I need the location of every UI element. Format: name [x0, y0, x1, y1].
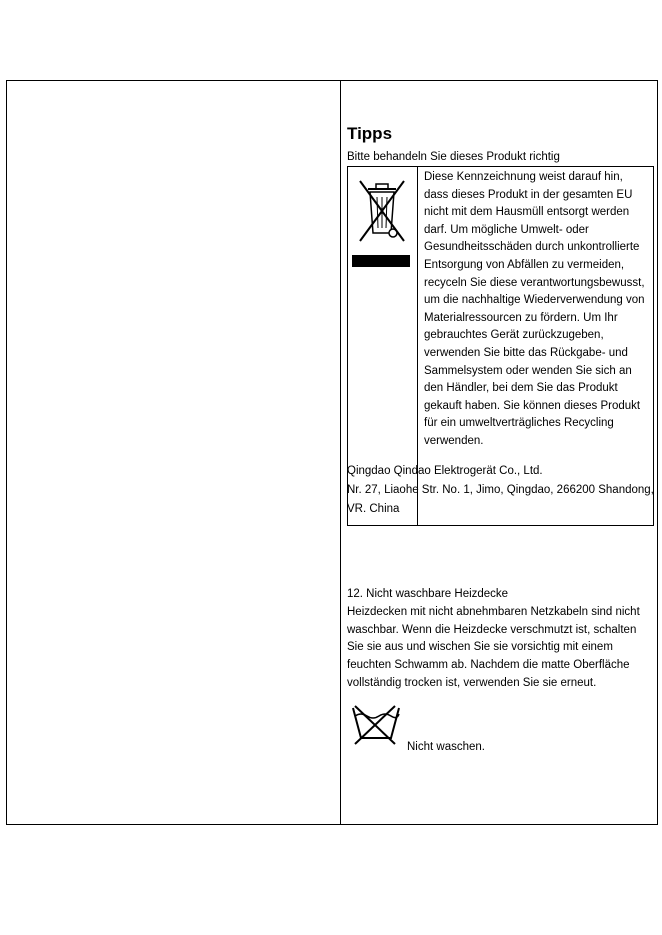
text-line: um die nachhaltige Wiederverwendung von	[424, 294, 645, 307]
text-line: Sie sie aus und wischen Sie sie vorsichtig mit einem	[347, 641, 613, 654]
text-line: verwenden Sie bitte das Rückgabe- und	[424, 346, 628, 359]
company-name: Qingdao Qindao Elektrogerät Co., Ltd.	[347, 465, 543, 477]
text-line: Entsorgung von Abfällen zu vermeiden,	[424, 258, 625, 271]
section-12	[347, 586, 657, 693]
text-line: Materialressourcen zu fördern. Um Ihr	[424, 311, 618, 324]
crossed-out-wheelie-bin-icon	[354, 175, 410, 247]
do-not-wash-label: Nicht waschen.	[407, 741, 485, 753]
text-line: waschbar. Wenn die Heizdecke verschmutzt ist, schalten	[347, 623, 637, 636]
page-subtitle: Bitte behandeln Sie dieses Produkt richtig	[347, 151, 560, 163]
do-not-wash-icon	[349, 702, 403, 746]
text-line: den Händler, bei dem Sie das Produkt	[424, 382, 618, 395]
section-heading: 12. Nicht waschbare Heizdecke	[347, 588, 509, 600]
text-line: Heizdecken mit nicht abnehmbaren Netzkabeln sind nicht	[347, 605, 640, 618]
text-line: verwenden.	[424, 434, 484, 447]
company-address-line1: Nr. 27, Liaohe Str. No. 1, Jimo, Qingdao, 266200 Shandong,	[347, 484, 654, 496]
text-line: darf. Um mögliche Umwelt- oder	[424, 223, 589, 236]
text-line: recyceln Sie diese verantwortungsbewusst,	[424, 276, 645, 289]
text-line: dass dieses Produkt in der gesamten EU	[424, 188, 633, 201]
text-line: feuchten Schwamm ab. Nachdem die matte Oberfläche	[347, 659, 630, 672]
text-line: vollständig trocken ist, verwenden Sie sie erneut.	[347, 676, 597, 689]
page-title: Tipps	[347, 124, 393, 143]
text-line: nicht mit dem Hausmüll entsorgt werden	[424, 206, 630, 219]
column-divider	[340, 80, 341, 825]
company-block	[347, 462, 657, 519]
text-line: gekauft haben. Sie können dieses Produkt	[424, 399, 641, 412]
text-line: gebrauchtes Gerät zurückzugeben,	[424, 329, 604, 342]
text-line: Sammelsystem oder wenden Sie sich an	[424, 364, 632, 377]
text-line: Gesundheitsschäden durch unkontrollierte	[424, 241, 640, 254]
company-address-line2: VR. China	[347, 503, 400, 515]
weee-text	[424, 169, 652, 451]
text-line: für ein umweltverträgliches Recycling	[424, 417, 614, 430]
text-line: Diese Kennzeichnung weist darauf hin,	[424, 171, 623, 183]
weee-black-bar	[352, 255, 410, 267]
